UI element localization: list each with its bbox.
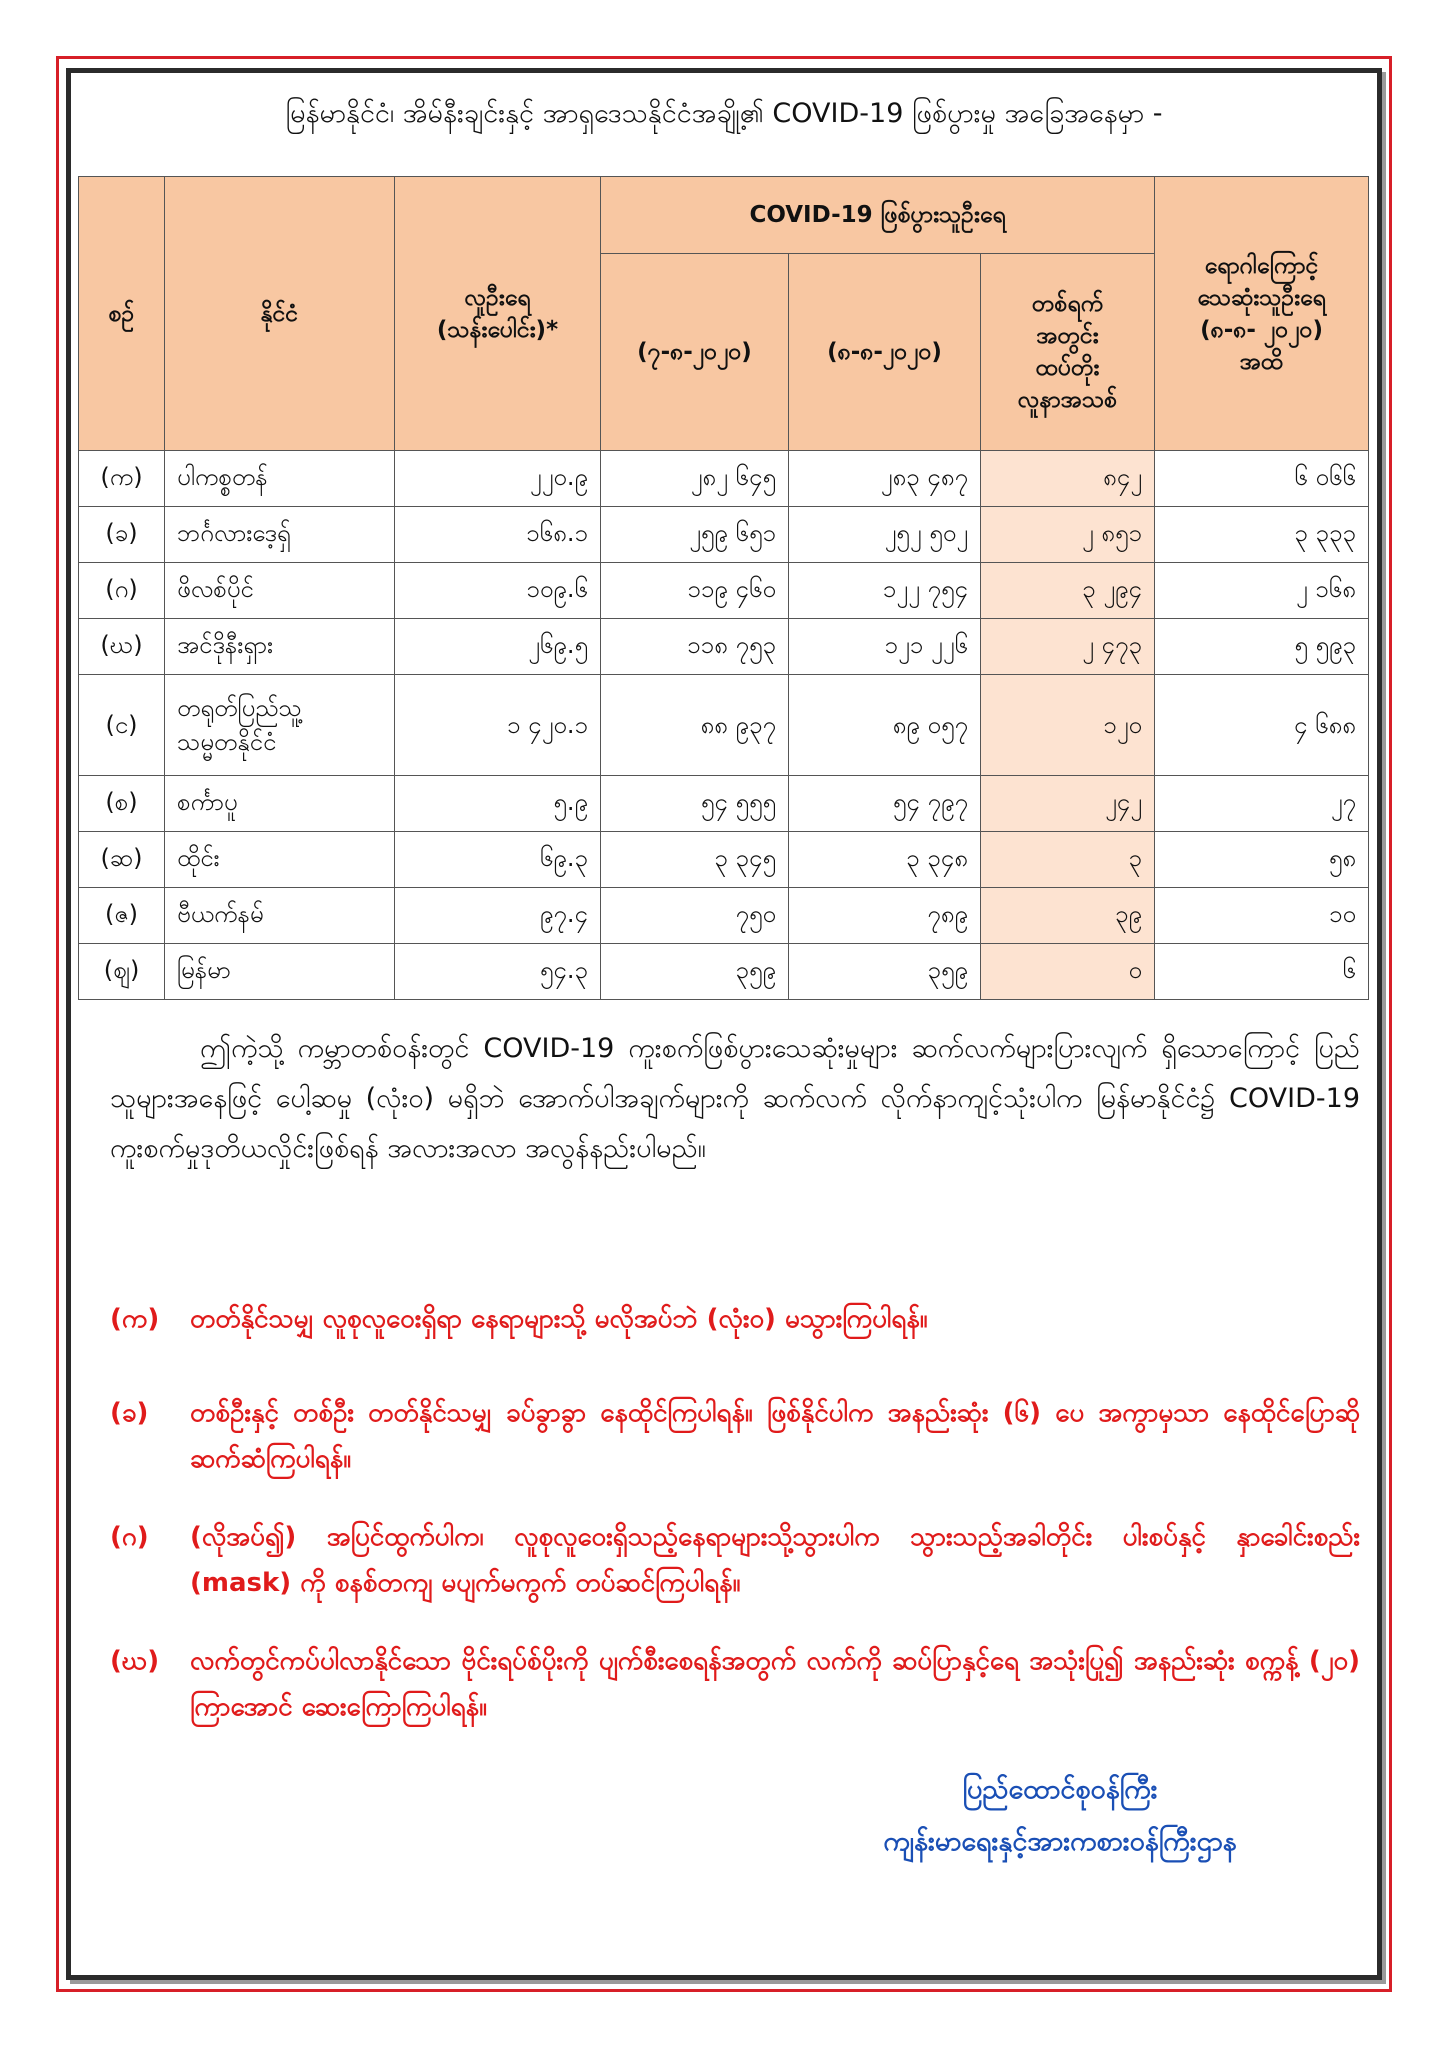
advice-point-number: (ဃ)	[110, 1646, 160, 1676]
cell-no: (င)	[79, 675, 165, 776]
header-new-cases: တစ်ရက် အတွင်း ထပ်တိုး လူနာအသစ်	[981, 254, 1155, 451]
advice-point-text: တတ်နိုင်သမျှ လူစုလူဝေးရှိရာ နေရာများသို့ မလိုအပ်ဘဲ (လုံးဝ) မသွားကြပါရန်။	[190, 1304, 928, 1334]
cell-cases-date1: ၂၈၂ ၆၄၅	[601, 451, 789, 507]
covid-table	[78, 176, 1369, 1000]
cell-new-cases: ၂၄၂	[981, 776, 1155, 832]
cell-no: (ဃ)	[79, 619, 165, 675]
cell-deaths: ၆ ၀၆၆	[1155, 451, 1369, 507]
cell-new-cases: ၀	[981, 944, 1155, 1000]
table-row	[79, 451, 1369, 507]
cell-new-cases: ၁၂၀	[981, 675, 1155, 776]
cell-new-cases: ၈၄၂	[981, 451, 1155, 507]
cell-new-cases: ၃	[981, 832, 1155, 888]
cell-no: (ဆ)	[79, 832, 165, 888]
header-cases-group: COVID-19 ဖြစ်ပွားသူဦးရေ	[601, 177, 1155, 254]
cell-country: ဗီယက်နမ်	[165, 888, 395, 944]
cell-country: ပါကစ္စတန်	[165, 451, 395, 507]
cell-no: (ဇ)	[79, 888, 165, 944]
cell-no: (စ)	[79, 776, 165, 832]
signature-title: ပြည်ထောင်စုဝန်ကြီး	[962, 1774, 1158, 1805]
header-cases-date2: (၈-၈-၂၀၂၀)	[789, 254, 981, 451]
header-population: လူဦးရေ (သန်းပေါင်း)*	[395, 177, 601, 451]
cell-deaths: ၂ ၁၆၈	[1155, 563, 1369, 619]
table-row	[79, 888, 1369, 944]
header-cases-date1: (၇-၈-၂၀၂၀)	[601, 254, 789, 451]
cell-population: ၂၆၉.၅	[395, 619, 601, 675]
cell-country: ဘင်္ဂလားဒေ့ရှ်	[165, 507, 395, 563]
header-country: နိုင်ငံ	[165, 177, 395, 451]
advice-point-text: လက်တွင်ကပ်ပါလာနိုင်သော ဗိုင်းရပ်စ်ပိုးကို ပျက်စီးစေရန်အတွက် လက်ကို ဆပ်ပြာနှင့်ရေ အသုံးပြု၍ အနည်းဆုံး စက္ကန့် (၂၀) ကြာအောင် ဆေးကြောကြပါရန်။	[190, 1646, 1360, 1722]
advisory-paragraph: ဤကဲ့သို့ ကမ္ဘာတစ်ဝန်းတွင် COVID-19 ကူးစက်ဖြစ်ပွားသေဆုံးမှုများ ဆက်လက်များပြားလျက် ရှိသောကြောင့် ပြည်သူများအနေဖြင့် ပေါ့ဆမှု (လုံးဝ) မရှိဘဲ အောက်ပါအချက်များကို ဆက်လက် လိုက်နာကျင့်သုံးပါက မြန်မာနိုင်ငံ၌ COVID-19 ကူးစက်မှုဒုတိယလှိုင်းဖြစ်ရန် အလားအလာ အလွန်နည်းပါမည်။	[110, 1033, 1360, 1164]
cell-cases-date1: ၁၁၉ ၄၆၀	[601, 563, 789, 619]
cell-cases-date2: ၂၈၃ ၄၈၇	[789, 451, 981, 507]
cell-population: ၁ ၄၂၀.၁	[395, 675, 601, 776]
header-no: စဉ်	[79, 177, 165, 451]
cell-population: ၆၉.၃	[395, 832, 601, 888]
cell-population: ၁၆၈.၁	[395, 507, 601, 563]
cell-new-cases: ၂ ၄၇၃	[981, 619, 1155, 675]
cell-new-cases: ၃ ၂၉၄	[981, 563, 1155, 619]
table-row	[79, 832, 1369, 888]
advice-point-number: (က)	[110, 1304, 160, 1334]
cell-cases-date2: ၂၅၂ ၅၀၂	[789, 507, 981, 563]
cell-deaths: ၁၀	[1155, 888, 1369, 944]
cell-cases-date1: ၈၈ ၉၃၇	[601, 675, 789, 776]
cell-cases-date2: ၁၂၁ ၂၂၆	[789, 619, 981, 675]
advice-point-number: (ဂ)	[110, 1522, 149, 1552]
cell-no: (က)	[79, 451, 165, 507]
cell-population: ၅.၉	[395, 776, 601, 832]
table-row	[79, 776, 1369, 832]
cell-country: အင်ဒိုနီးရှား	[165, 619, 395, 675]
cell-cases-date1: ၁၁၈ ၇၅၃	[601, 619, 789, 675]
cell-cases-date2: ၈၉ ၀၅၇	[789, 675, 981, 776]
cell-cases-date2: ၅၄ ၇၉၇	[789, 776, 981, 832]
cell-country: မြန်မာ	[165, 944, 395, 1000]
cell-new-cases: ၂ ၈၅၁	[981, 507, 1155, 563]
cell-country: ထိုင်း	[165, 832, 395, 888]
advice-point-text: (လိုအပ်၍) အပြင်ထွက်ပါက၊ လူစုလူဝေးရှိသည့်နေရာများသို့သွားပါက သွားသည့်အခါတိုင်း ပါးစပ်နှင့် နှာခေါင်းစည်း (mask) ကို စနစ်တကျ မပျက်မကွက် တပ်ဆင်ကြပါရန်။	[190, 1522, 1360, 1598]
advice-point	[110, 1390, 1360, 1482]
advice-point	[110, 1638, 1360, 1730]
cell-new-cases: ၃၉	[981, 888, 1155, 944]
advice-point	[110, 1296, 1360, 1342]
cell-deaths: ၆	[1155, 944, 1369, 1000]
cell-no: (ဂ)	[79, 563, 165, 619]
header-deaths: ရောဂါကြောင့် သေဆုံးသူဦးရေ (၈-၈- ၂၀၂၀) အထိ	[1155, 177, 1369, 451]
cell-no: (ခ)	[79, 507, 165, 563]
table-row	[79, 675, 1369, 776]
table-row	[79, 944, 1369, 1000]
table-header-row	[79, 177, 1369, 254]
cell-cases-date1: ၇၅၀	[601, 888, 789, 944]
cell-cases-date2: ၁၂၂ ၇၅၄	[789, 563, 981, 619]
cell-deaths: ၄ ၆၈၈	[1155, 675, 1369, 776]
signature-ministry: ကျန်းမာရေးနှင့်အားကစားဝန်ကြီးဌာန	[883, 1826, 1237, 1857]
advice-point-text: တစ်ဦးနှင့် တစ်ဦး တတ်နိုင်သမျှ ခပ်ခွာခွာ နေထိုင်ကြပါရန်။ ဖြစ်နိုင်ပါက အနည်းဆုံး (၆) ပေ အကွာမှသာ နေထိုင်ပြောဆိုဆက်ဆံကြပါရန်။	[190, 1398, 1360, 1474]
cell-population: ၁၀၉.၆	[395, 563, 601, 619]
cell-cases-date1: ၃၅၉	[601, 944, 789, 1000]
cell-deaths: ၅၈	[1155, 832, 1369, 888]
table-row	[79, 507, 1369, 563]
table-row	[79, 619, 1369, 675]
cell-country: ဖိလစ်ပိုင်	[165, 563, 395, 619]
cell-deaths: ၃ ၃၃၃	[1155, 507, 1369, 563]
cell-population: ၂၂၀.၉	[395, 451, 601, 507]
cell-cases-date2: ၇၈၉	[789, 888, 981, 944]
cell-cases-date1: ၅၄ ၅၅၅	[601, 776, 789, 832]
cell-no: (ဈ)	[79, 944, 165, 1000]
cell-cases-date2: ၃၅၉	[789, 944, 981, 1000]
cell-deaths: ၅ ၅၉၃	[1155, 619, 1369, 675]
cell-cases-date2: ၃ ၃၄၈	[789, 832, 981, 888]
advice-point-number: (ခ)	[110, 1398, 149, 1428]
page-title: မြန်မာနိုင်ငံ၊ အိမ်နီးချင်းနှင့် အာရှဒေသနိုင်ငံအချို့၏ COVID-19 ဖြစ်ပွားမှု အခြေအနေမှာ -	[285, 98, 1163, 129]
cell-population: ၅၄.၃	[395, 944, 601, 1000]
advice-point	[110, 1514, 1360, 1606]
cell-deaths: ၂၇	[1155, 776, 1369, 832]
cell-population: ၉၇.၄	[395, 888, 601, 944]
table-row	[79, 563, 1369, 619]
cell-country: တရုတ်ပြည်သူ့ သမ္မတနိုင်ငံ	[165, 675, 395, 776]
cell-cases-date1: ၂၅၉ ၆၅၁	[601, 507, 789, 563]
cell-country: စင်္ကာပူ	[165, 776, 395, 832]
cell-cases-date1: ၃ ၃၄၅	[601, 832, 789, 888]
